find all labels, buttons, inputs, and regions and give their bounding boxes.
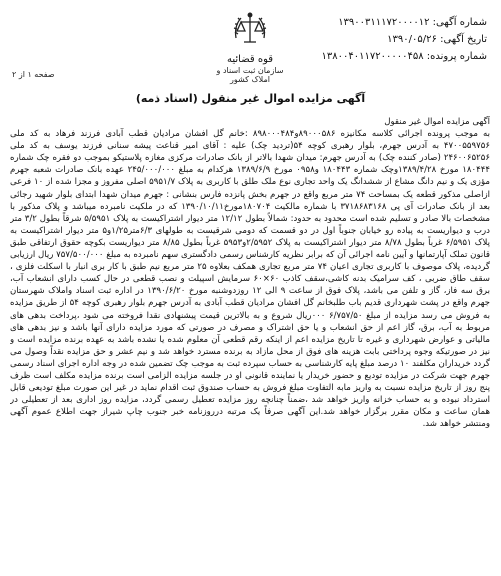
notice-number: شماره آگهی: ۱۳۹۰۰۳۱۱۱۷۲۰۰۰۰۱۲: [338, 17, 487, 28]
notice-date: تاریخ آگهی: ۱۳۹۰/۰۵/۲۶: [387, 34, 487, 45]
file-number: شماره پرونده: ۱۳۸۰۰۴۰۱۱۷۲۰۰۰۰۰۴۵۸: [321, 51, 487, 62]
header-meta: [297, 14, 487, 65]
org-name: قوه قضائیه: [226, 54, 274, 65]
notice-title: آگهی مزایده اموال غیر منقول (اسناد ذمه): [135, 92, 366, 105]
header-emblem: [208, 8, 292, 84]
notice-body: [10, 116, 490, 572]
page-number: صفحه ۱ از ۲: [12, 70, 55, 79]
judiciary-emblem-icon: [228, 8, 272, 52]
body-lead: آگهی مزایده اموال غیر منقول: [384, 117, 490, 127]
org-subtitle: سازمان ثبت اسناد و املاک کشور: [216, 66, 284, 84]
body-text: به موجب پرونده اجرائی کلاسه مکانیزه ۸۹۰۰۰۵۸۶و۸۹۸۰۰۰۴۸۴ :خانم گل افشان مرادیان قطب آبادی فرزند فرهاد به کد ملی ۴۷۰۰۵۵۹۷۵۶ به آدرس جهرم، بلوار رهبری کوچه ۵۴(ترديد چک) عليه : آقای امیر قناعت پیشه سنانی فرزند یوسف به کد ملی ۲۴۶۰۰۶۵۲۵۶ (صادر کننده چک) به آدرس جهرم: میدان شهدا بالاتر از بانک صادرات مرکزی مغازه پلاستیکو بموجب دو فقره چک شماره ۱۸۰۴۴۴ مورخ ۱۳۸۹/۴/۲۸وچک شماره ۱۸۰۴۴۳ و۰۹۵۸ مورخ ۱۳۸۹/۶/۹ هرکدام به مبلغ ۲۴۵/۰۰۰/۰۰۰ عهده بانک صادرات شعبه جهرم مؤزی یک و نیم دانگ مشاع از ششدانگ یک واحد تجاری نوع ملک طلق با کاربری به پلاک ۵۹۵۱/۷ اصلی مفروز و مجزا شده از ۱۰ فرعی ازاصلی مذکور قطعه یک بمساحت ۷۴ متر مربع واقع در جهرم بخش پانزده فارس بنشانی : جهرم میدان شهدا ابتدای بلوار شهید رجائی بعد از بانک صادرات آی پی ۳۷۱۸۶۸۳۱۶۸ با شماره مالکیت ۱۸۰۷۰۴مورخ۱۳۹۰/۱۰/۱۱ که در ملکیت نامبرده میباشد و پلاک مذکور با مشخصات بالا صادر و تسلیم شده است محدود به حدود: شمالاً بطول ۱۲/۱۲ متر دیوار اشتراکیست به پلاک ۵/۵۹۵۱ شرقاً بطول ۳/۲ متر درب و دیواریست به پیاده رو خیابان جنوباً اول در دو قسمت که دومی شرقیست به طولهای ۶/۳متر۱/۲۵و۵ متر دیوار اشتراکیست به پلاک ۶/۵۹۵۱ غرباً بطول ۸/۷۸ متر دیوار اشتراکیست به پلاک ۲/۵۹۵۲و۵۹۵۳ غرباً بطول ۸/۸۵ متر دیواریست بکوچه حقوق ارتفاقی طبق قانون تملک آپارتمانها و آیین نامه اجرائی آن که برابر نظریه کارشناس رسمی دادگستری سهم نامبرده به مبلغ ۷۵۷/۵۰۰/۰۰۰ ریال ارزیابی گردیده، پلاک موصوف با کاربری تجاری اعیان ۷۴ متر مربع تجاری همکف بعلاوه ۲۵ متر مربع نیم طبق با کار بری انبار با اسکلت فلزی ، سقف طاق ضربی ، کف سرامیک بدنه کاشی،سقف کاذب ۶۰×۶۰ سرمایش اسپیلت و نصب قطعی در حال کسب دارای انشعاب آب، برق سه فاز، گاز و تلفن می باشد، پلاک فوق از ساعت ۹ الی ۱۲ روزدوشنبه مورخ ۱۳۹۰/۶/۲۰ در اداره ثبت اسناد واملاک شهرستان جهرم واقع در پشت شهرداری قدیم باب طلبخانم گل افشان مرادیان قطب آبادی به آدرس جهرم بلوار رهبری کوچه ۵۴ از طریق مزایده به فروش می رسد مزایده از مبلغ ۶/۷۵۷/۵۰ ۰۰۰ریال شروع و به بالاترین قیمت پیشنهادی نقدا فروخته می شود ،پرداخت بدهی های مربوط به آب، برق، گاز اعم از حق انشعاب و یا حق اشتراک و مصرف در صورتی که مورد مزایده دارای آنها باشد و نیز بدهی های مالیاتی و عوارض شهرداری و غیره تا تاریخ مزایده اعم از اینکه رقم قطعی آن معلوم شده یا نشده باشد به عهده برنده مزایده است و نیز در صورتیکه وجوه پرداختی بابت هزینه های فوق از محل مازاد به برنده مسترد خواهد شد و نیم عشر و حق مزایده نقداً وصول می گردد خریداران مکلفند ۱۰ درصد مبلغ پایه کارشناسی به حساب سپرده ثبت به موجب چک تضمین شده در وجه اداره اجرای اسناد رسمی جهرم جهت شرکت در مزایده تودیع و حضور خریدار یا نماینده قانونی او در جلسه مزایده الزامی است برنده مزایده مکلف است ظرف پنج روز از تاریخ مزایده نسبت به واریز مابه التفاوت مبلغ فروش به حساب صندوق ثبت اقدام نماید در غیر این صورت مبلغ تودیعی قابل استرداد نبوده و به حساب خزانه واریز خواهد شد ،ضمناً چنانچه روز مزایده تعطیل رسمی گردد، مزایده روز اداری بعد از تعطیلی در همان ساعت و مکان مقرر برگزار خواهد شد.این آگهی صرفاً یک مرتبه درروزنامه خبر جنوب چاپ شیراز جهت اطلاع عموم آگهی ومنتشر خواهد شد.: [10, 129, 490, 430]
